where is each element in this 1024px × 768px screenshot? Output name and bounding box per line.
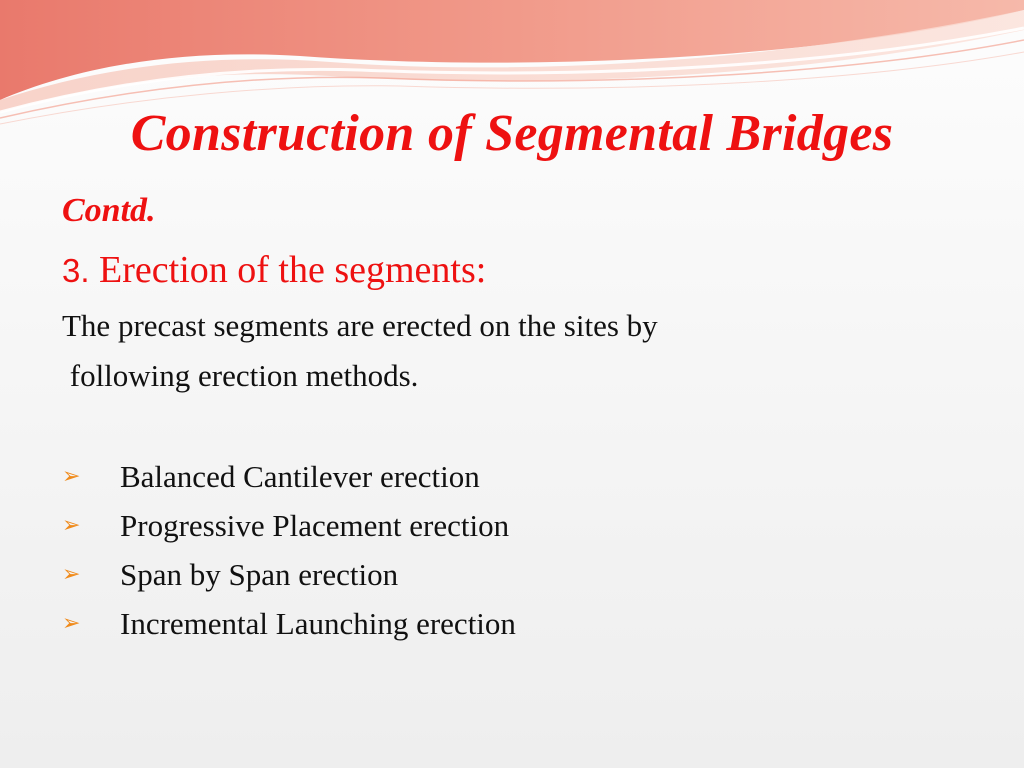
intro-text-line-2: following erection methods. — [62, 358, 419, 393]
arrow-bullet-icon: ➢ — [62, 512, 81, 538]
list-item — [62, 550, 516, 599]
arrow-bullet-icon: ➢ — [62, 561, 81, 587]
list-item-text: Span by Span erection — [120, 556, 399, 592]
list-item — [62, 452, 516, 501]
section-heading-text: Erection of the segments: — [89, 249, 487, 291]
arrow-bullet-icon: ➢ — [62, 610, 81, 636]
section-heading — [62, 248, 486, 292]
list-item-text: Progressive Placement erection — [120, 507, 510, 543]
intro-text-line-1: The precast segments are erected on the sites by — [62, 308, 658, 343]
list-item — [62, 599, 516, 648]
slide-title: Construction of Segmental Bridges — [130, 105, 894, 162]
erection-methods-list — [62, 452, 516, 648]
contd-label: Contd. — [62, 192, 156, 229]
arrow-bullet-icon: ➢ — [62, 463, 81, 489]
section-number: 3. — [62, 252, 90, 289]
list-item-text: Balanced Cantilever erection — [120, 458, 480, 494]
list-item-text: Incremental Launching erection — [120, 605, 516, 641]
list-item — [62, 501, 516, 550]
